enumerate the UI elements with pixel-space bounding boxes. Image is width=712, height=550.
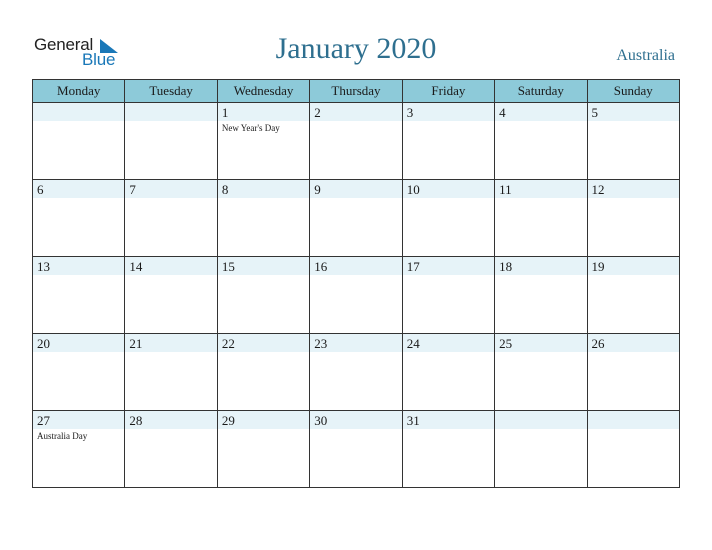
day-number: 31 <box>403 411 494 429</box>
day-number: 23 <box>310 334 401 352</box>
calendar-body <box>33 103 680 488</box>
day-cell <box>217 334 309 411</box>
day-number: 3 <box>403 103 494 121</box>
day-number: 1 <box>218 103 309 121</box>
weekday-header: Sunday <box>587 80 679 103</box>
day-cell <box>125 334 217 411</box>
day-cell <box>402 180 494 257</box>
day-number: 9 <box>310 180 401 198</box>
day-number: 25 <box>495 334 586 352</box>
weekday-header: Monday <box>33 80 125 103</box>
day-number: 26 <box>588 334 679 352</box>
day-cell <box>402 411 494 488</box>
day-number: 22 <box>218 334 309 352</box>
day-number: 24 <box>403 334 494 352</box>
day-cell <box>495 411 587 488</box>
day-cell <box>125 103 217 180</box>
day-cell <box>33 103 125 180</box>
day-number: 5 <box>588 103 679 121</box>
day-cell <box>125 257 217 334</box>
month-calendar <box>32 79 680 488</box>
day-cell <box>310 103 402 180</box>
weekday-header: Saturday <box>495 80 587 103</box>
day-number: 27 <box>33 411 124 429</box>
country-label: Australia <box>616 47 675 64</box>
day-cell <box>33 257 125 334</box>
day-cell <box>217 103 309 180</box>
day-number <box>495 411 586 429</box>
day-number: 29 <box>218 411 309 429</box>
day-cell <box>495 103 587 180</box>
week-row <box>33 103 680 180</box>
day-number: 11 <box>495 180 586 198</box>
day-number <box>33 103 124 121</box>
weekday-header: Tuesday <box>125 80 217 103</box>
day-number: 12 <box>588 180 679 198</box>
day-number: 28 <box>125 411 216 429</box>
day-cell <box>33 180 125 257</box>
day-number: 30 <box>310 411 401 429</box>
day-cell <box>402 334 494 411</box>
day-cell <box>33 334 125 411</box>
day-number: 20 <box>33 334 124 352</box>
week-row <box>33 257 680 334</box>
day-cell <box>217 257 309 334</box>
weekday-header: Friday <box>402 80 494 103</box>
day-number: 8 <box>218 180 309 198</box>
day-number: 21 <box>125 334 216 352</box>
holiday-label: New Year's Day <box>221 123 280 133</box>
day-cell <box>495 180 587 257</box>
day-number: 6 <box>33 180 124 198</box>
day-cell <box>33 411 125 488</box>
holiday-label: Australia Day <box>37 431 88 441</box>
day-cell <box>125 411 217 488</box>
day-number: 4 <box>495 103 586 121</box>
weekday-header-row <box>33 80 680 103</box>
week-row <box>33 180 680 257</box>
logo-text-general: General <box>34 35 94 54</box>
day-cell <box>587 334 679 411</box>
day-cell <box>402 257 494 334</box>
day-number: 19 <box>588 257 679 275</box>
day-number: 14 <box>125 257 216 275</box>
day-cell <box>310 180 402 257</box>
weekday-header: Thursday <box>310 80 402 103</box>
day-cell <box>495 334 587 411</box>
day-cell <box>587 103 679 180</box>
day-number <box>125 103 216 121</box>
day-number: 16 <box>310 257 401 275</box>
day-number: 18 <box>495 257 586 275</box>
day-cell <box>587 180 679 257</box>
week-row <box>33 334 680 411</box>
day-cell <box>217 411 309 488</box>
day-number <box>588 411 679 429</box>
day-number: 15 <box>218 257 309 275</box>
day-cell <box>217 180 309 257</box>
day-number: 7 <box>125 180 216 198</box>
day-cell <box>587 411 679 488</box>
day-cell <box>495 257 587 334</box>
day-cell <box>402 103 494 180</box>
logo-text-blue: Blue <box>82 50 116 69</box>
day-number: 17 <box>403 257 494 275</box>
day-number: 13 <box>33 257 124 275</box>
calendar-title: January 2020 <box>275 32 437 65</box>
day-cell <box>310 334 402 411</box>
day-cell <box>587 257 679 334</box>
day-number: 2 <box>310 103 401 121</box>
day-cell <box>125 180 217 257</box>
day-cell <box>310 257 402 334</box>
week-row <box>33 411 680 488</box>
day-number: 10 <box>403 180 494 198</box>
weekday-header: Wednesday <box>217 80 309 103</box>
day-cell <box>310 411 402 488</box>
